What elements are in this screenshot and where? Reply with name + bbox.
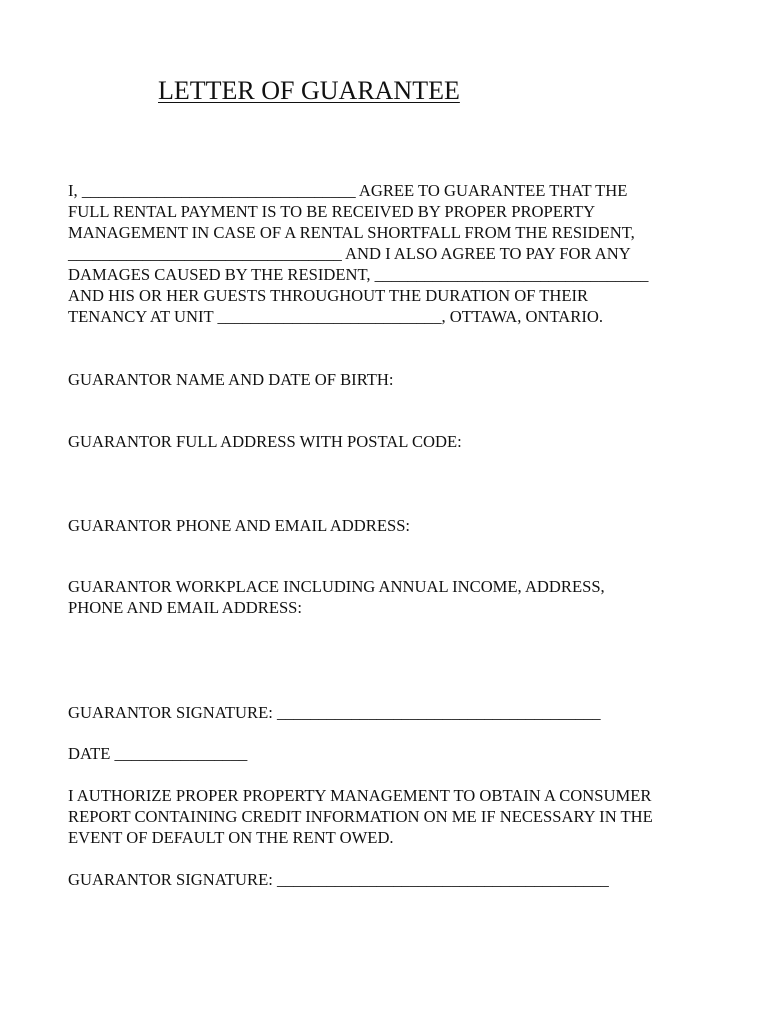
document-title: LETTER OF GUARANTEE	[158, 76, 460, 105]
guarantor-signature-line: GUARANTOR SIGNATURE: ________________________________________	[68, 870, 609, 889]
agreement-line: MANAGEMENT IN CASE OF A RENTAL SHORTFALL FROM THE RESIDENT,	[68, 223, 635, 242]
date-line: DATE ________________	[68, 744, 248, 763]
agreement-line: FULL RENTAL PAYMENT IS TO BE RECEIVED BY PROPER PROPERTY	[68, 202, 596, 221]
agreement-line: TENANCY AT UNIT ___________________________, OTTAWA, ONTARIO.	[68, 307, 603, 326]
guarantor-address-label: GUARANTOR FULL ADDRESS WITH POSTAL CODE:	[68, 432, 462, 451]
guarantor-name-dob-label: GUARANTOR NAME AND DATE OF BIRTH:	[68, 370, 394, 389]
guarantor-phone-email-label: GUARANTOR PHONE AND EMAIL ADDRESS:	[68, 516, 411, 535]
agreement-line: AND HIS OR HER GUESTS THROUGHOUT THE DURATION OF THEIR	[68, 286, 589, 305]
agreement-line: _________________________________ AND I ALSO AGREE TO PAY FOR ANY	[68, 244, 631, 263]
agreement-line: I, _________________________________ AGREE TO GUARANTEE THAT THE	[68, 181, 628, 200]
authorization-line: I AUTHORIZE PROPER PROPERTY MANAGEMENT TO OBTAIN A CONSUMER	[68, 786, 652, 805]
guarantor-workplace-label: GUARANTOR WORKPLACE INCLUDING ANNUAL INCOME, ADDRESS,	[68, 577, 605, 596]
authorization-line: EVENT OF DEFAULT ON THE RENT OWED.	[68, 828, 394, 847]
guarantor-workplace-label: PHONE AND EMAIL ADDRESS:	[68, 598, 303, 617]
guarantor-signature-line: GUARANTOR SIGNATURE: _______________________________________	[68, 703, 601, 722]
agreement-line: DAMAGES CAUSED BY THE RESIDENT, _________________________________	[68, 265, 649, 284]
authorization-line: REPORT CONTAINING CREDIT INFORMATION ON ME IF NECESSARY IN THE	[68, 807, 653, 826]
